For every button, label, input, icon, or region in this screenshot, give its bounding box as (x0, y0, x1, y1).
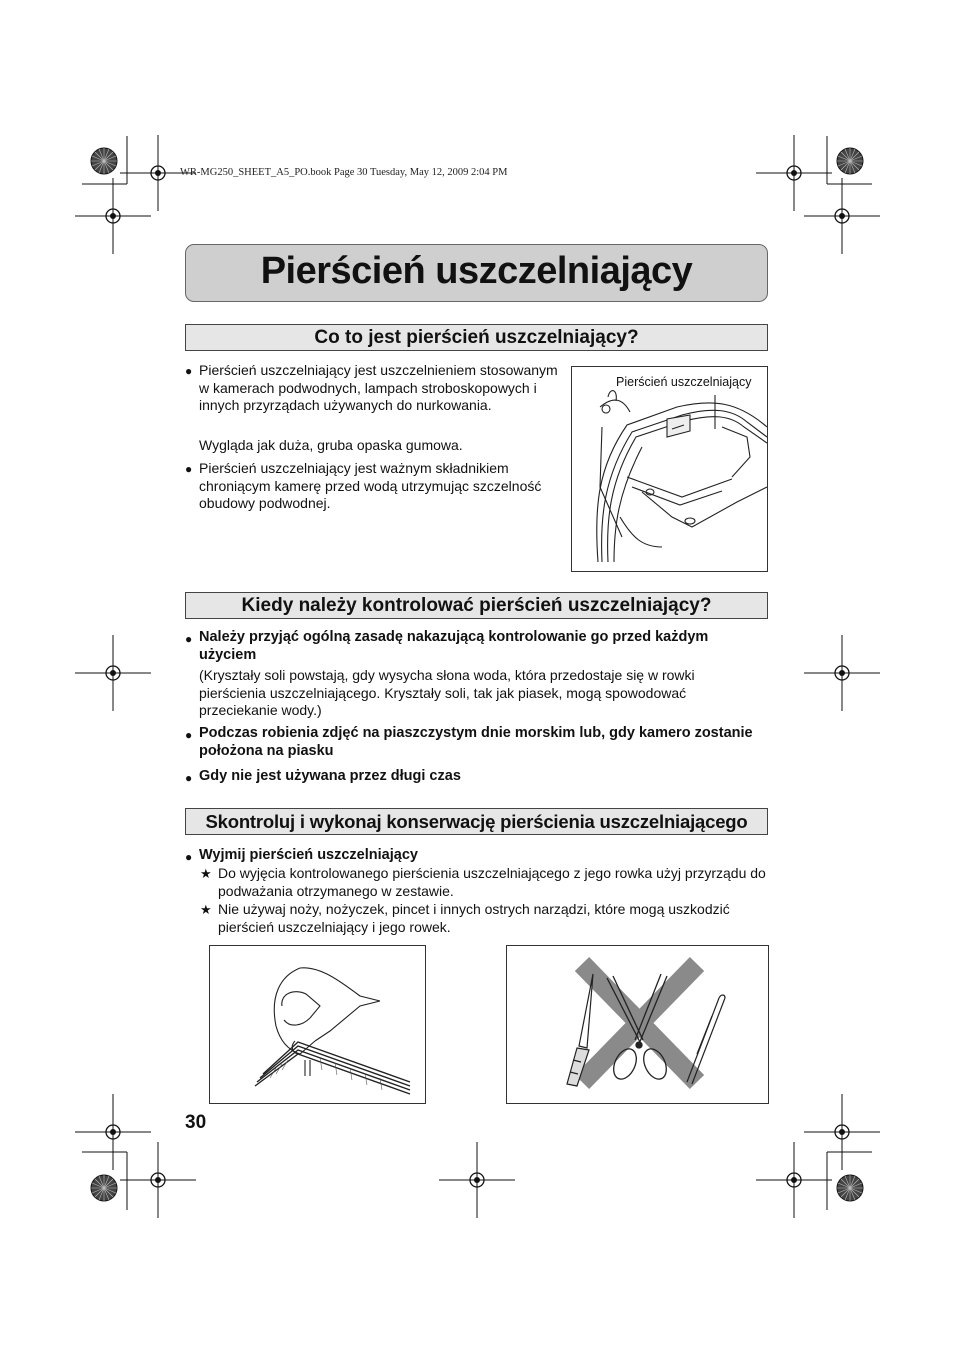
o-ring-illustration (571, 366, 768, 572)
bullet: ● (185, 364, 193, 378)
section3-star-1: Do wyjęcia kontrolowanego pierścienia uszczelniającego z jego rowka użyj przyrządu do podważania otrzymanego w zestawie. (218, 865, 766, 899)
section2-item2-bold: Podczas robienia zdjęć na piaszczystym dnie morskim lub, gdy kamero zostanie położona na piasku (199, 725, 753, 759)
bullet: ● (185, 728, 193, 742)
star-icon: ★ (200, 902, 212, 917)
star-icon: ★ (200, 866, 212, 881)
book-header-line: WR-MG250_SHEET_A5_PO.book Page 30 Tuesday, May 12, 2009 2:04 PM (180, 167, 508, 178)
removal-illustration (209, 945, 426, 1104)
section1-note: Wygląda jak duża, gruba opaska gumowa. (199, 437, 463, 453)
section1-bullet-2: Pierścień uszczelniający jest ważnym składnikiem chroniącym kamerę przed wodą utrzymując szczelność obudowy podwodnej. (199, 460, 542, 511)
housing-drawing (572, 367, 767, 571)
page-number: 30 (185, 1112, 207, 1133)
hand-with-tool-drawing (210, 946, 425, 1103)
o-ring-label: Pierścień uszczelniający (616, 375, 752, 389)
section3-item-bold: Wyjmij pierścień uszczelniający (199, 847, 418, 863)
bullet: ● (185, 771, 193, 785)
cross-out-icon (582, 964, 697, 1082)
page-title: Pierścień uszczelniający (260, 250, 693, 292)
section-heading-maintenance: Skontroluj i wykonaj konserwację pierścienia uszczelniającego (185, 808, 768, 835)
section1-bullet-1: Pierścień uszczelniający jest uszczelnieniem stosowanym w kamerach podwodnych, lampach stroboskopowych i innych przyrządach używanych do nurkowania. (199, 362, 558, 413)
bullet: ● (185, 850, 193, 864)
bullet: ● (185, 632, 193, 646)
section-heading-when-check: Kiedy należy kontrolować pierścień uszczelniający? (185, 592, 768, 619)
section-heading-what-is: Co to jest pierścień uszczelniający? (185, 324, 768, 351)
section2-item1-bold: Należy przyjąć ogólną zasadę nakazującą kontrolowanie go przed każdym użyciem (199, 629, 709, 663)
prohibited-tools-drawing (507, 946, 768, 1103)
prohibited-tools-illustration (506, 945, 769, 1104)
bullet: ● (185, 462, 193, 476)
section2-item1-text: (Kryształy soli powstają, gdy wysycha słona woda, która przedostaje się w rowki pierścienia uszczelniającego. Kryształy soli, tak jak piasek, mogą spowodować przeciekanie wody.) (199, 667, 695, 718)
section2-item3-bold: Gdy nie jest używana przez długi czas (199, 768, 461, 784)
section3-star-2: Nie używaj noży, nożyczek, pincet i innych ostrych narządzi, które mogą uszkodzić pierścień uszczelniający i jego rowek. (218, 901, 730, 935)
